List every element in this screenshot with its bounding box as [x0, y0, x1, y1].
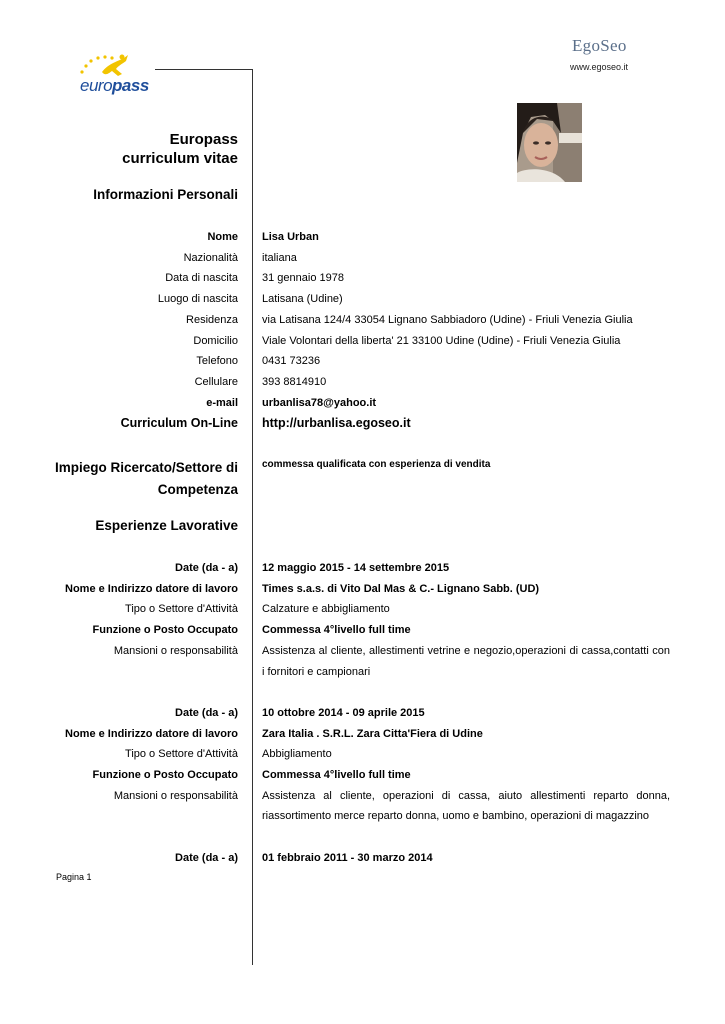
- job1-date-value: 12 maggio 2015 - 14 settembre 2015: [262, 562, 450, 574]
- email-label: e-mail: [206, 397, 238, 409]
- job2-funzione-value: Commessa 4°livello full time: [262, 769, 411, 781]
- cv-title: Europass curriculum vitae: [122, 131, 238, 167]
- nazionalita-label: Nazionalità: [183, 252, 238, 264]
- job2-datore-label: Nome e Indirizzo datore di lavoro: [65, 728, 238, 740]
- job2-date-label: Date (da - a): [175, 707, 238, 719]
- personal-info-heading: Informazioni Personali: [93, 187, 238, 202]
- column-divider: [252, 69, 253, 965]
- job1-settore-value: Calzature e abbigliamento: [262, 603, 390, 615]
- nazionalita-value: italiana: [262, 252, 297, 264]
- telefono-value: 0431 73236: [262, 355, 321, 367]
- job2-mansioni-line1: Assistenza al cliente, operazioni di cassa, aiuto allestimenti reparto donna,: [262, 790, 670, 802]
- profile-photo: [517, 103, 582, 182]
- header-divider: [155, 69, 252, 70]
- job1-mansioni-line2: i fornitori e campionari: [262, 666, 371, 678]
- nome-value: Lisa Urban: [262, 231, 319, 243]
- luogo-nascita-value: Latisana (Udine): [262, 293, 343, 305]
- job2-mansioni-line2: riassortimento merce reparto donna, uomo e bambino, operazioni di magazzino: [262, 810, 650, 822]
- job1-datore-label: Nome e Indirizzo datore di lavoro: [65, 583, 238, 595]
- job3-date-label: Date (da - a): [175, 852, 238, 864]
- impiego-value: commessa qualificata con esperienza di vendita: [262, 459, 491, 470]
- job1-settore-label: Tipo o Settore d'Attività: [125, 603, 238, 615]
- esperienze-heading: Esperienze Lavorative: [95, 518, 238, 533]
- impiego-heading: Impiego Ricercato/Settore di Competenza: [54, 460, 238, 497]
- job1-mansioni-line1: Assistenza al cliente, allestimenti vetrine e negozio,operazioni di cassa,contatti con: [262, 645, 670, 657]
- job2-date-value: 10 ottobre 2014 - 09 aprile 2015: [262, 707, 425, 719]
- residenza-label: Residenza: [186, 314, 238, 326]
- job1-funzione-label: Funzione o Posto Occupato: [92, 624, 238, 636]
- nome-label: Nome: [207, 231, 238, 243]
- job2-mansioni-label: Mansioni o responsabilità: [113, 790, 238, 802]
- domicilio-label: Domicilio: [193, 335, 238, 347]
- residenza-value: via Latisana 124/4 33054 Lignano Sabbiadoro (Udine) - Friuli Venezia Giulia: [262, 314, 633, 326]
- job3-date-value: 01 febbraio 2011 - 30 marzo 2014: [262, 852, 433, 864]
- curriculum-online-label: Curriculum On-Line: [120, 416, 238, 430]
- telefono-label: Telefono: [196, 355, 238, 367]
- luogo-nascita-label: Luogo di nascita: [157, 293, 238, 305]
- job1-date-label: Date (da - a): [175, 562, 238, 574]
- data-nascita-value: 31 gennaio 1978: [262, 272, 344, 284]
- cellulare-label: Cellulare: [194, 376, 238, 388]
- cellulare-value: 393 8814910: [262, 376, 327, 388]
- europass-logo: [72, 52, 154, 98]
- job2-datore-value: Zara Italia . S.R.L. Zara Citta'Fiera di Udine: [262, 728, 483, 740]
- job1-funzione-value: Commessa 4°livello full time: [262, 624, 411, 636]
- page-number: Pagina 1: [56, 872, 92, 882]
- egoseo-url[interactable]: www.egoseo.it: [570, 62, 629, 72]
- domicilio-value: Viale Volontari della liberta' 21 33100 Udine (Udine) - Friuli Venezia Giulia: [262, 335, 621, 347]
- job1-datore-value: Times s.a.s. di Vito Dal Mas & C.- Lignano Sabb. (UD): [262, 583, 540, 595]
- job2-funzione-label: Funzione o Posto Occupato: [92, 769, 238, 781]
- job1-mansioni-label: Mansioni o responsabilità: [113, 645, 238, 657]
- curriculum-online-link[interactable]: http://urbanlisa.egoseo.it: [262, 416, 411, 430]
- data-nascita-label: Data di nascita: [165, 272, 238, 284]
- job2-settore-label: Tipo o Settore d'Attività: [125, 748, 238, 760]
- europass-wordmark: europass: [80, 76, 149, 95]
- egoseo-logo: EgoSeo: [572, 36, 627, 55]
- job2-settore-value: Abbigliamento: [262, 748, 332, 760]
- email-value[interactable]: urbanlisa78@yahoo.it: [262, 397, 377, 409]
